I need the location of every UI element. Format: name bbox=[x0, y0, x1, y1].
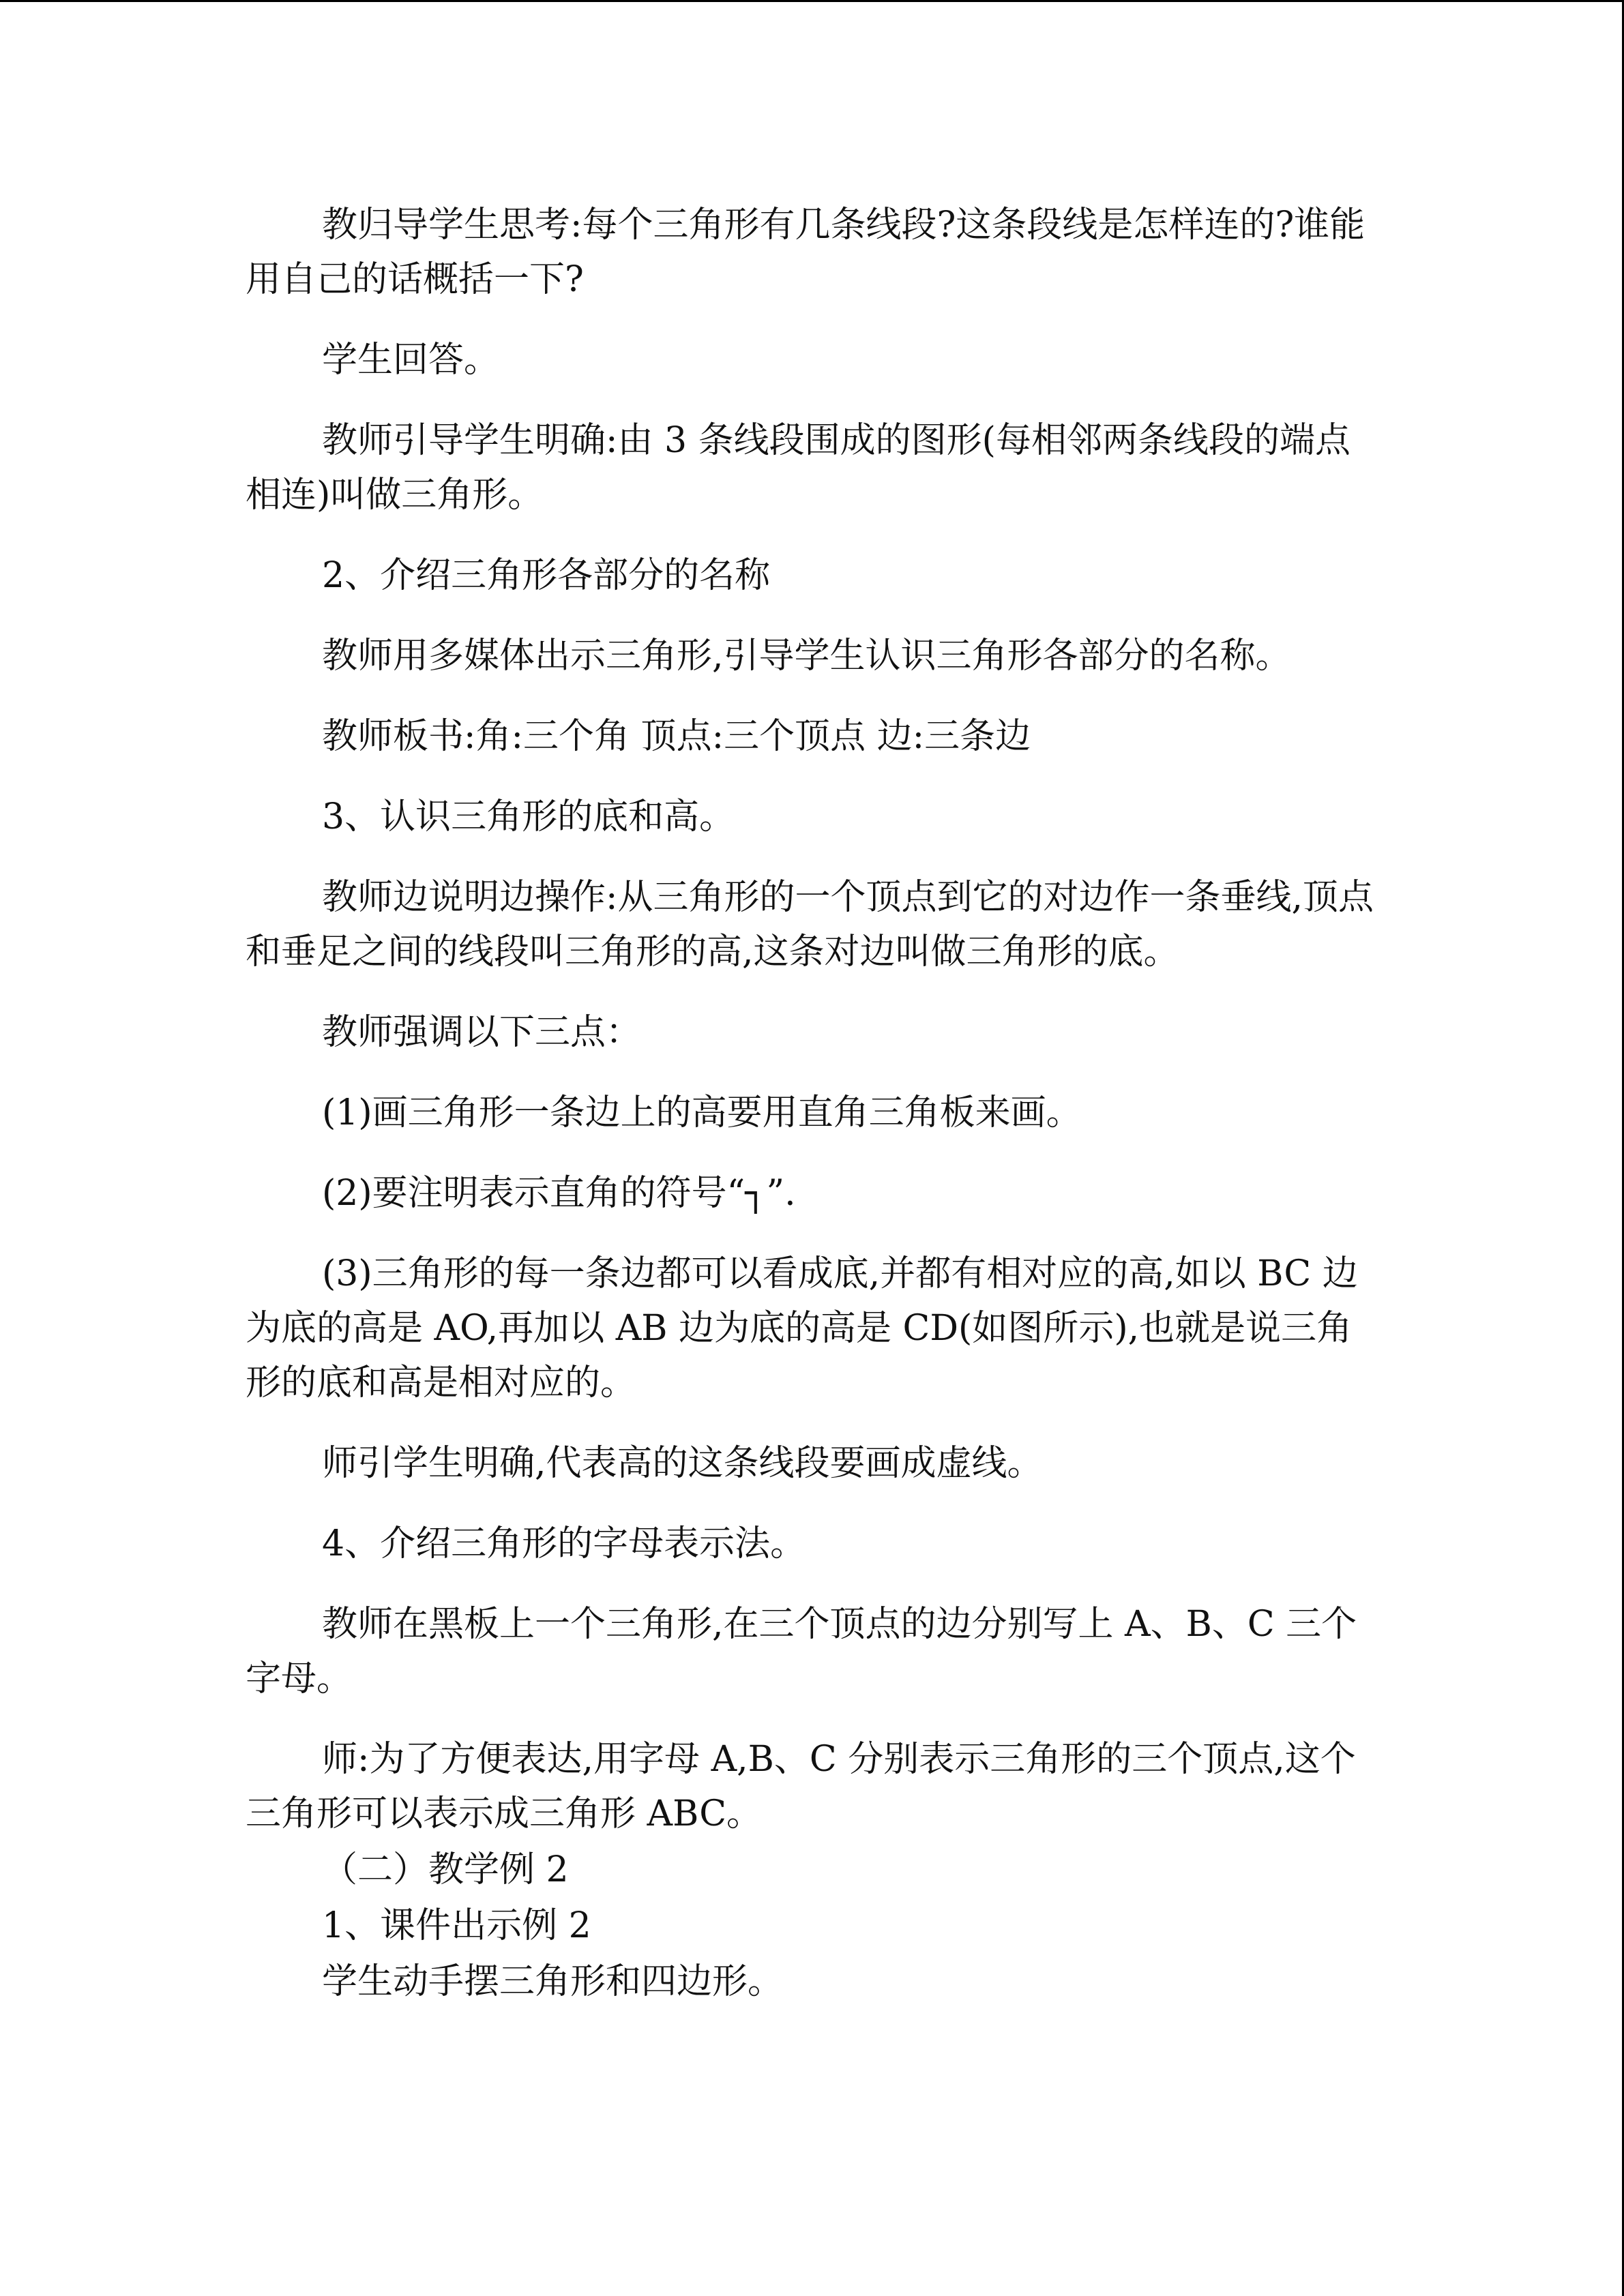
heading-base-height: 3、认识三角形的底和高。 bbox=[322, 796, 735, 837]
paragraph-board-notes: 教师板书:角:三个角 顶点:三个顶点 边:三条边 bbox=[322, 716, 1031, 757]
heading-courseware-example: 1、课件出示例 2 bbox=[322, 1905, 591, 1946]
paragraph-dashed-line: 师引学生明确,代表高的这条线段要画成虚线。 bbox=[322, 1443, 1043, 1484]
page-top-border bbox=[0, 0, 1624, 2]
paragraph-height-explanation: 教师边说明边操作:从三角形的一个顶点到它的对边作一条垂线,顶点和垂足之间的线段叫三角形的高,这条对边叫做三角形的底。 bbox=[246, 877, 1374, 972]
heading-parts-names: 2、介绍三角形各部分的名称 bbox=[322, 555, 771, 596]
paragraph-abc-notation: 师:为了方便表达,用字母 A,B、C 分别表示三角形的三个顶点,这个三角形可以表示成三角形 ABC。 bbox=[246, 1739, 1356, 1834]
heading-letter-notation: 4、介绍三角形的字母表示法。 bbox=[322, 1523, 806, 1564]
paragraph-student-answer: 学生回答。 bbox=[322, 340, 500, 381]
paragraph-think-question: 教归导学生思考:每个三角形有几条线段?这条段线是怎样连的?谁能用自己的话概括一下? bbox=[246, 205, 1365, 300]
paragraph-multimedia: 教师用多媒体出示三角形,引导学生认识三角形各部分的名称。 bbox=[322, 636, 1291, 676]
list-item-3: (3)三角形的每一条边都可以看成底,并都有相对应的高,如以 BC 边为底的高是 AO,再加以 AB 边为底的高是 CD(如图所示),也就是说三角形的底和高是相对应的。 bbox=[246, 1253, 1358, 1403]
paragraph-triangle-definition: 教师引导学生明确:由 3 条线段围成的图形(每相邻两条线段的端点相连)叫做三角形。 bbox=[246, 420, 1350, 516]
paragraph-blackboard: 教师在黑板上一个三角形,在三个顶点的边分别写上 A、B、C 三个字母。 bbox=[246, 1604, 1357, 1699]
heading-example-2: （二）教学例 2 bbox=[322, 1849, 569, 1890]
document-body bbox=[246, 198, 1378, 2010]
list-item-1: (1)画三角形一条边上的高要用直角三角板来画。 bbox=[322, 1092, 1082, 1133]
list-item-2: (2)要注明表示直角的符号“┐”. bbox=[322, 1173, 796, 1214]
paragraph-student-activity: 学生动手摆三角形和四边形。 bbox=[322, 1961, 784, 2002]
paragraph-three-points: 教师强调以下三点： bbox=[322, 1012, 642, 1053]
